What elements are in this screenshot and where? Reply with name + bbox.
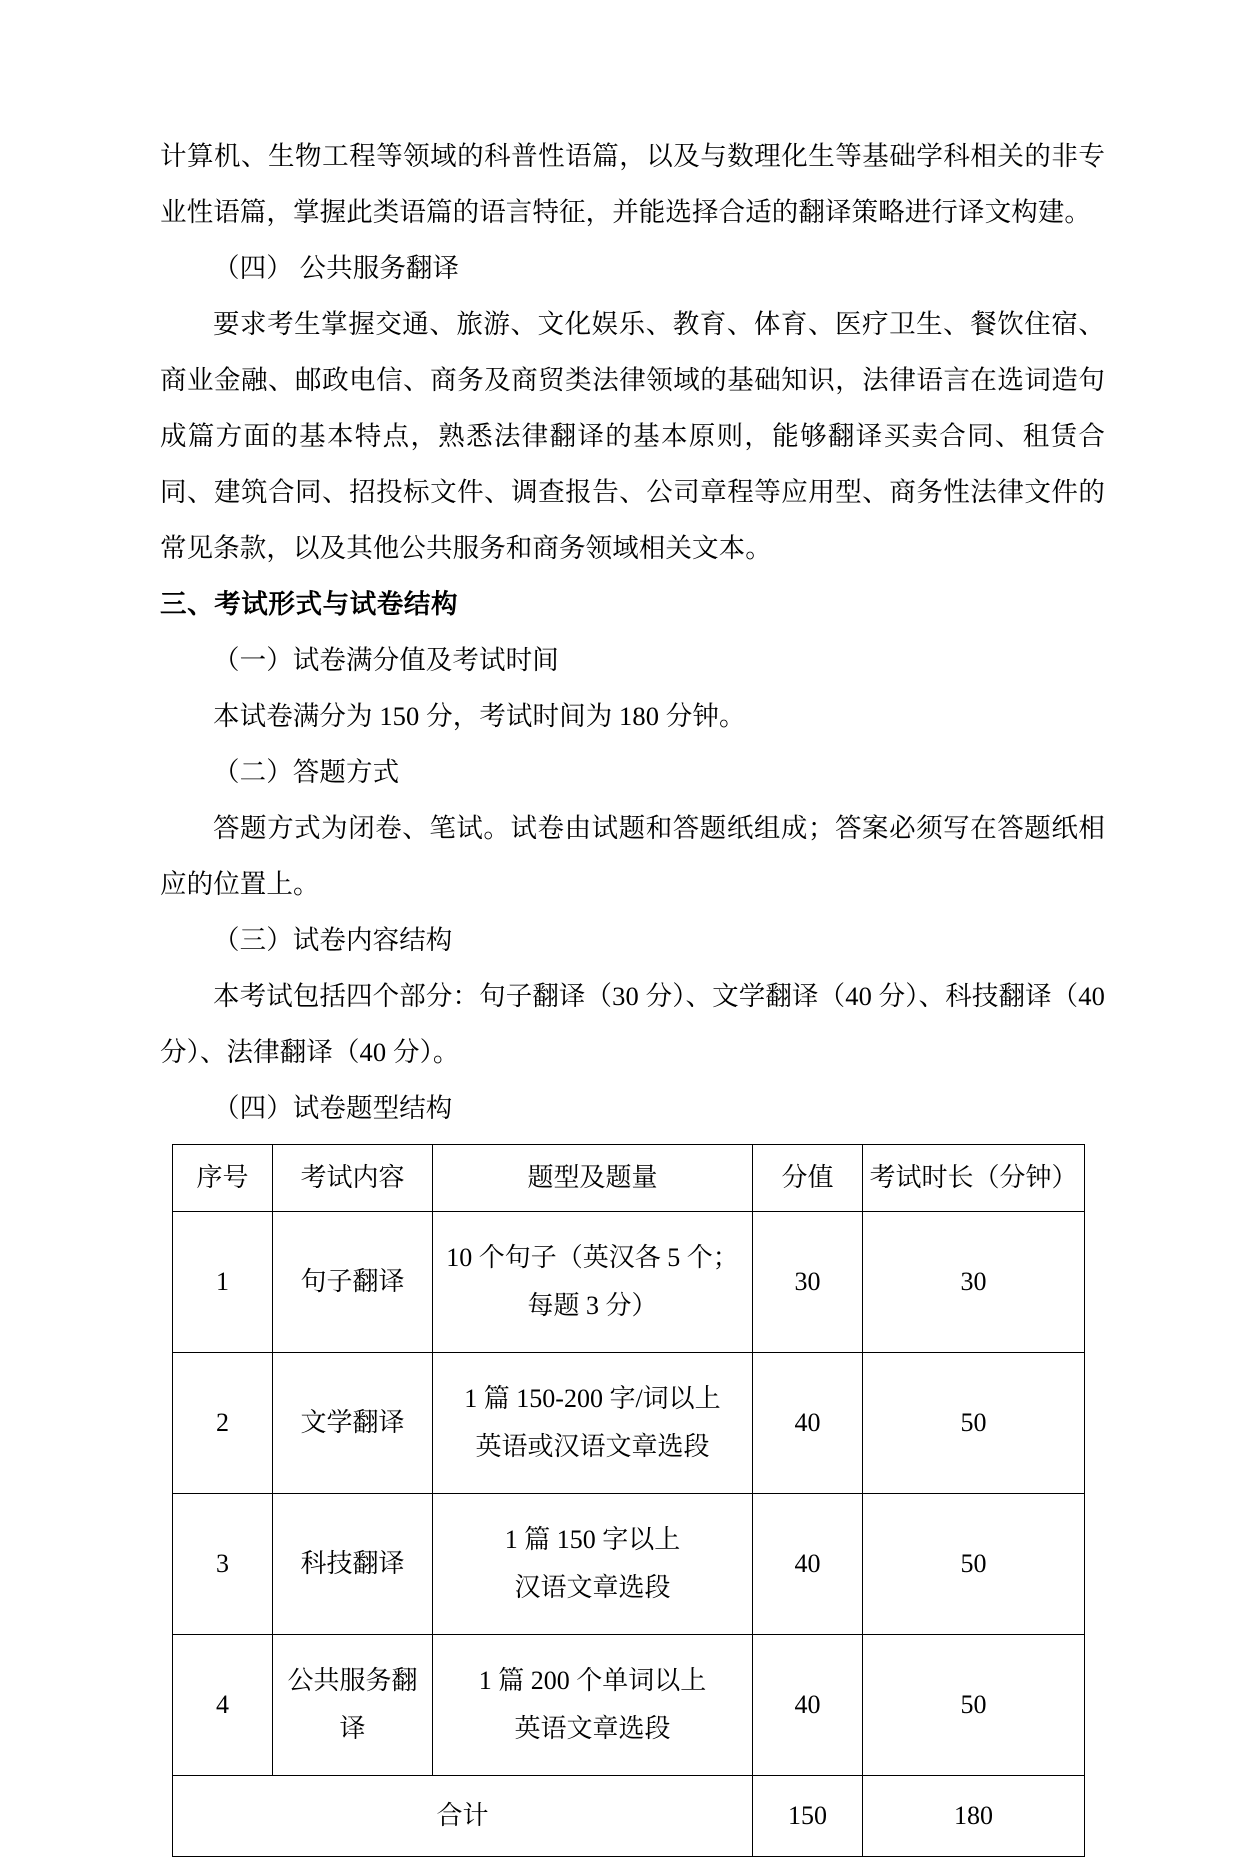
cell-content: 公共服务翻译 — [273, 1635, 433, 1776]
cell-content: 句子翻译 — [273, 1212, 433, 1353]
cell-score: 40 — [753, 1353, 863, 1494]
cell-score: 40 — [753, 1635, 863, 1776]
table-row — [173, 1212, 1085, 1353]
cell-type — [433, 1635, 753, 1776]
table-row — [173, 1635, 1085, 1776]
cell-total-score: 150 — [753, 1776, 863, 1857]
cell-no: 3 — [173, 1494, 273, 1635]
cell-time: 50 — [863, 1353, 1085, 1494]
cell-total-label: 合计 — [173, 1776, 753, 1857]
heading-answer-method: （二）答题方式 — [213, 757, 400, 787]
paragraph-tech-continuation: 计算机、生物工程等领域的科普性语篇，以及与数理化生等基础学科相关的非专业性语篇，掌握此类语篇的语言特征，并能选择合适的翻译策略进行译文构建。 — [160, 141, 1105, 227]
table-header-content: 考试内容 — [273, 1145, 433, 1212]
cell-type-line1: 1 篇 150-200 字/词以上 — [464, 1384, 721, 1413]
cell-type — [433, 1212, 753, 1353]
cell-no: 2 — [173, 1353, 273, 1494]
cell-time: 50 — [863, 1635, 1085, 1776]
table-header-score: 分值 — [753, 1145, 863, 1212]
cell-content: 科技翻译 — [273, 1494, 433, 1635]
cell-no: 1 — [173, 1212, 273, 1353]
exam-structure-table — [172, 1144, 1085, 1857]
table-header-time: 考试时长（分钟） — [863, 1145, 1085, 1212]
cell-type-line2: 汉语文章选段 — [514, 1573, 671, 1602]
cell-type-line2: 英语或汉语文章选段 — [475, 1432, 710, 1461]
cell-type — [433, 1353, 753, 1494]
cell-type-line1: 10 个句子（英汉各 5 个； — [446, 1243, 739, 1272]
cell-type — [433, 1494, 753, 1635]
heading-total-score-and-time: （一）试卷满分值及考试时间 — [213, 645, 559, 675]
cell-no: 4 — [173, 1635, 273, 1776]
paragraph-total-score-and-time: 本试卷满分为 150 分，考试时间为 180 分钟。 — [213, 701, 746, 731]
exam-structure-table-wrapper — [172, 1144, 1105, 1857]
heading-public-service-translation: （四） 公共服务翻译 — [213, 253, 460, 283]
cell-content: 文学翻译 — [273, 1353, 433, 1494]
table-header-row — [173, 1145, 1085, 1212]
paragraph-content-structure: 本考试包括四个部分：句子翻译（30 分）、文学翻译（40 分）、科技翻译（40 分）、法律翻译（40 分）。 — [160, 981, 1105, 1067]
table-header-no: 序号 — [173, 1145, 273, 1212]
table-total-row — [173, 1776, 1085, 1857]
cell-type-line1: 1 篇 150 字以上 — [504, 1525, 681, 1554]
table-header-type: 题型及题量 — [433, 1145, 753, 1212]
cell-time: 30 — [863, 1212, 1085, 1353]
table-row — [173, 1494, 1085, 1635]
heading-content-structure: （三）试卷内容结构 — [213, 925, 453, 955]
paragraph-answer-method: 答题方式为闭卷、笔试。试卷由试题和答题纸组成；答案必须写在答题纸相应的位置上。 — [160, 813, 1105, 899]
cell-type-line1: 1 篇 200 个单词以上 — [478, 1666, 707, 1695]
cell-type-line2: 每题 3 分） — [527, 1291, 658, 1320]
heading-question-type-structure: （四）试卷题型结构 — [213, 1093, 453, 1123]
heading-exam-format-structure: 三、考试形式与试卷结构 — [160, 589, 459, 619]
cell-score: 40 — [753, 1494, 863, 1635]
document-body — [160, 128, 1105, 1857]
cell-time: 50 — [863, 1494, 1085, 1635]
cell-type-line2: 英语文章选段 — [514, 1714, 671, 1743]
table-head — [173, 1145, 1085, 1212]
cell-total-time: 180 — [863, 1776, 1085, 1857]
table-row — [173, 1353, 1085, 1494]
cell-score: 30 — [753, 1212, 863, 1353]
paragraph-public-service-body: 要求考生掌握交通、旅游、文化娱乐、教育、体育、医疗卫生、餐饮住宿、商业金融、邮政电信、商务及商贸类法律领域的基础知识，法律语言在选词造句成篇方面的基本特点，熟悉法律翻译的基本原则，能够翻译买卖合同、租赁合同、建筑合同、招投标文件、调查报告、公司章程等应用型、商务性法律文件的常见条款，以及其他公共服务和商务领域相关文本。 — [160, 309, 1105, 563]
table-body — [173, 1212, 1085, 1857]
